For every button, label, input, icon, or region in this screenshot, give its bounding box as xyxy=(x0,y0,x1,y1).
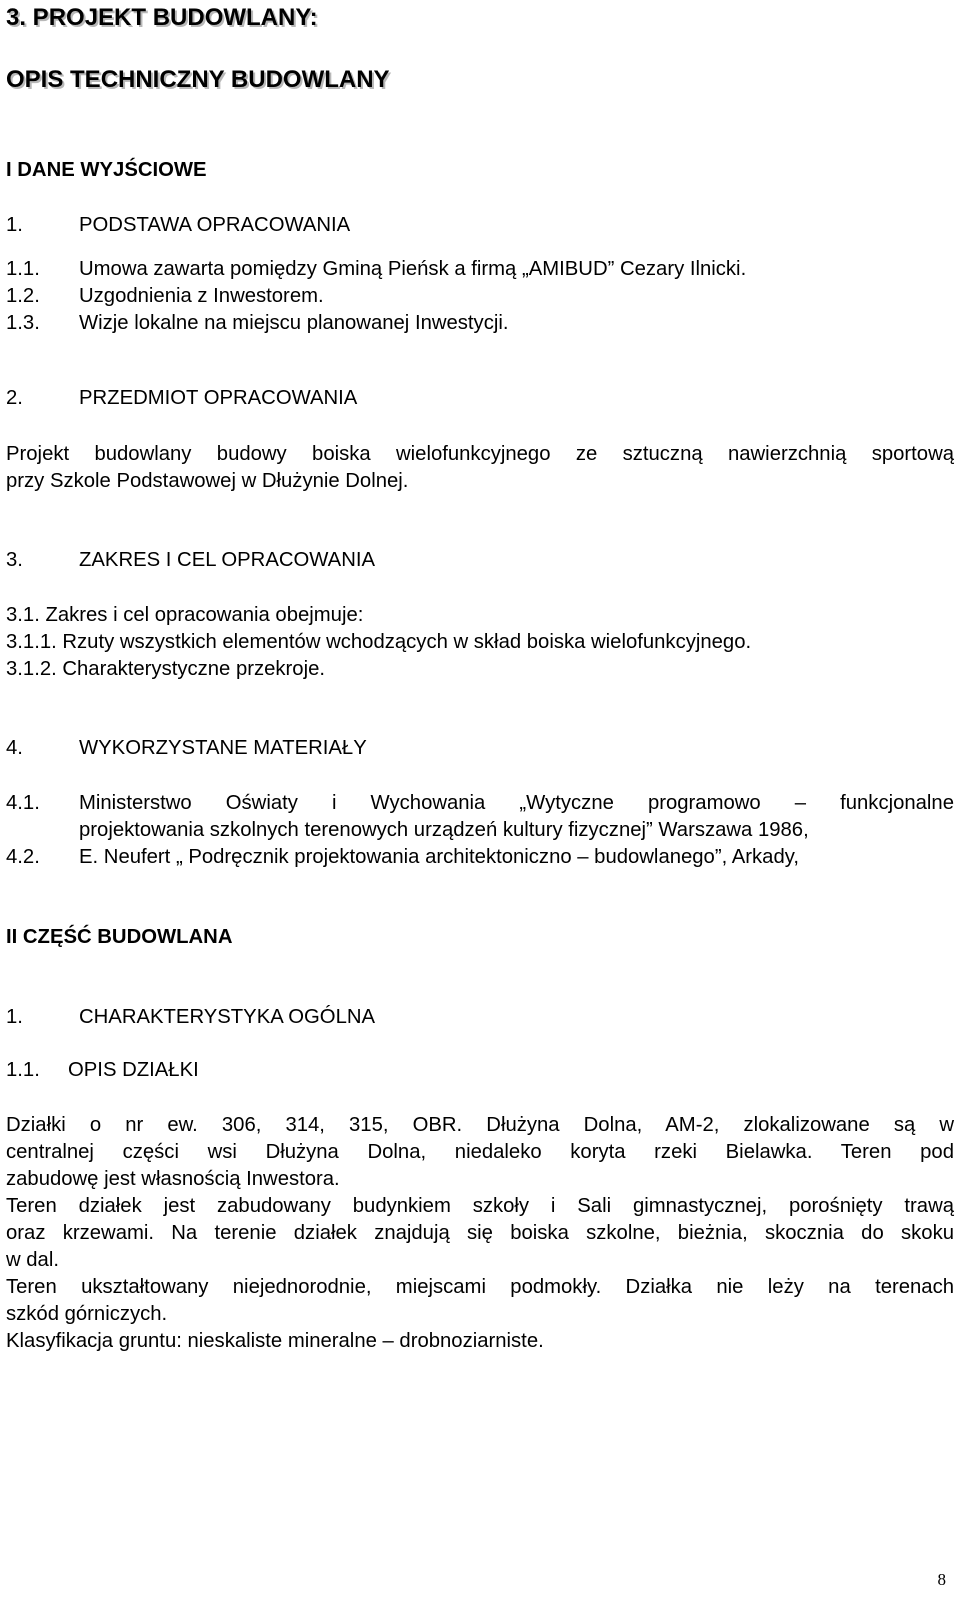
paragraph-line: oraz krzewami. Na terenie działek znajdują się boiska szkolne, bieżnia, skocznia do skoku xyxy=(6,1222,954,1244)
list-item-text: projektowania szkolnych terenowych urządzeń kultury fizycznej” Warszawa 1986, xyxy=(79,819,809,841)
paragraph-line: przy Szkole Podstawowej w Dłużynie Dolnej. xyxy=(6,470,409,492)
list-item-text: Ministerstwo Oświaty i Wychowania „Wytyczne programowo – funkcjonalne xyxy=(79,792,954,814)
paragraph-line: Teren działek jest zabudowany budynkiem szkoły i Sali gimnastycznej, porośnięty trawą xyxy=(6,1195,954,1217)
section-heading: 4. WYKORZYSTANE MATERIAŁY xyxy=(6,737,367,759)
section-heading: 3. ZAKRES I CEL OPRACOWANIA xyxy=(6,549,376,571)
paragraph-line: Działki o nr ew. 306, 314, 315, OBR. Dłużyna Dolna, AM-2, zlokalizowane są w xyxy=(6,1114,954,1136)
document-heading: 3. PROJEKT BUDOWLANY: xyxy=(6,4,318,31)
list-item: 3.1.1. Rzuty wszystkich elementów wchodzących w skład boiska wielofunkcyjnego. xyxy=(6,631,752,653)
list-item: 1.2. Uzgodnienia z Inwestorem. xyxy=(6,285,324,307)
paragraph-line: Projekt budowlany budowy boiska wielofunkcyjnego ze sztuczną nawierzchnią sportową xyxy=(6,443,954,465)
list-item: 1.1. Umowa zawarta pomiędzy Gminą Pieńsk a firmą „AMIBUD” Cezary Ilnicki. xyxy=(6,258,747,280)
list-item: 1.3. Wizje lokalne na miejscu planowanej Inwestycji. xyxy=(6,312,509,334)
list-item-number: 4.1. xyxy=(6,792,40,814)
part1-title: I DANE WYJŚCIOWE xyxy=(6,159,207,181)
subsection-heading: 1.1. OPIS DZIAŁKI xyxy=(6,1059,199,1081)
list-item: 3.1. Zakres i cel opracowania obejmuje: xyxy=(6,604,364,626)
section-heading: 2. PRZEDMIOT OPRACOWANIA xyxy=(6,387,358,409)
paragraph-line: centralnej części wsi Dłużyna Dolna, niedaleko koryta rzeki Bielawka. Teren pod xyxy=(6,1141,954,1163)
part2-title: II CZĘŚĆ BUDOWLANA xyxy=(6,926,233,948)
list-item: 4.2. E. Neufert „ Podręcznik projektowania architektoniczno – budowlanego”, Arkady, xyxy=(6,846,799,868)
paragraph-line: szkód górniczych. xyxy=(6,1303,168,1325)
document-subheading: OPIS TECHNICZNY BUDOWLANY xyxy=(6,66,390,93)
paragraph-line: Klasyfikacja gruntu: nieskaliste mineralne – drobnoziarniste. xyxy=(6,1330,544,1352)
section-heading: 1. CHARAKTERYSTYKA OGÓLNA xyxy=(6,1006,376,1028)
paragraph-line: w dal. xyxy=(6,1249,59,1271)
list-item: 3.1.2. Charakterystyczne przekroje. xyxy=(6,658,326,680)
section-heading: 1. PODSTAWA OPRACOWANIA xyxy=(6,214,351,236)
paragraph-line: Teren ukształtowany niejednorodnie, miejscami podmokły. Działka nie leży na terenach xyxy=(6,1276,954,1298)
page-number: 8 xyxy=(937,1570,946,1589)
paragraph-line: zabudowę jest własnością Inwestora. xyxy=(6,1168,340,1190)
